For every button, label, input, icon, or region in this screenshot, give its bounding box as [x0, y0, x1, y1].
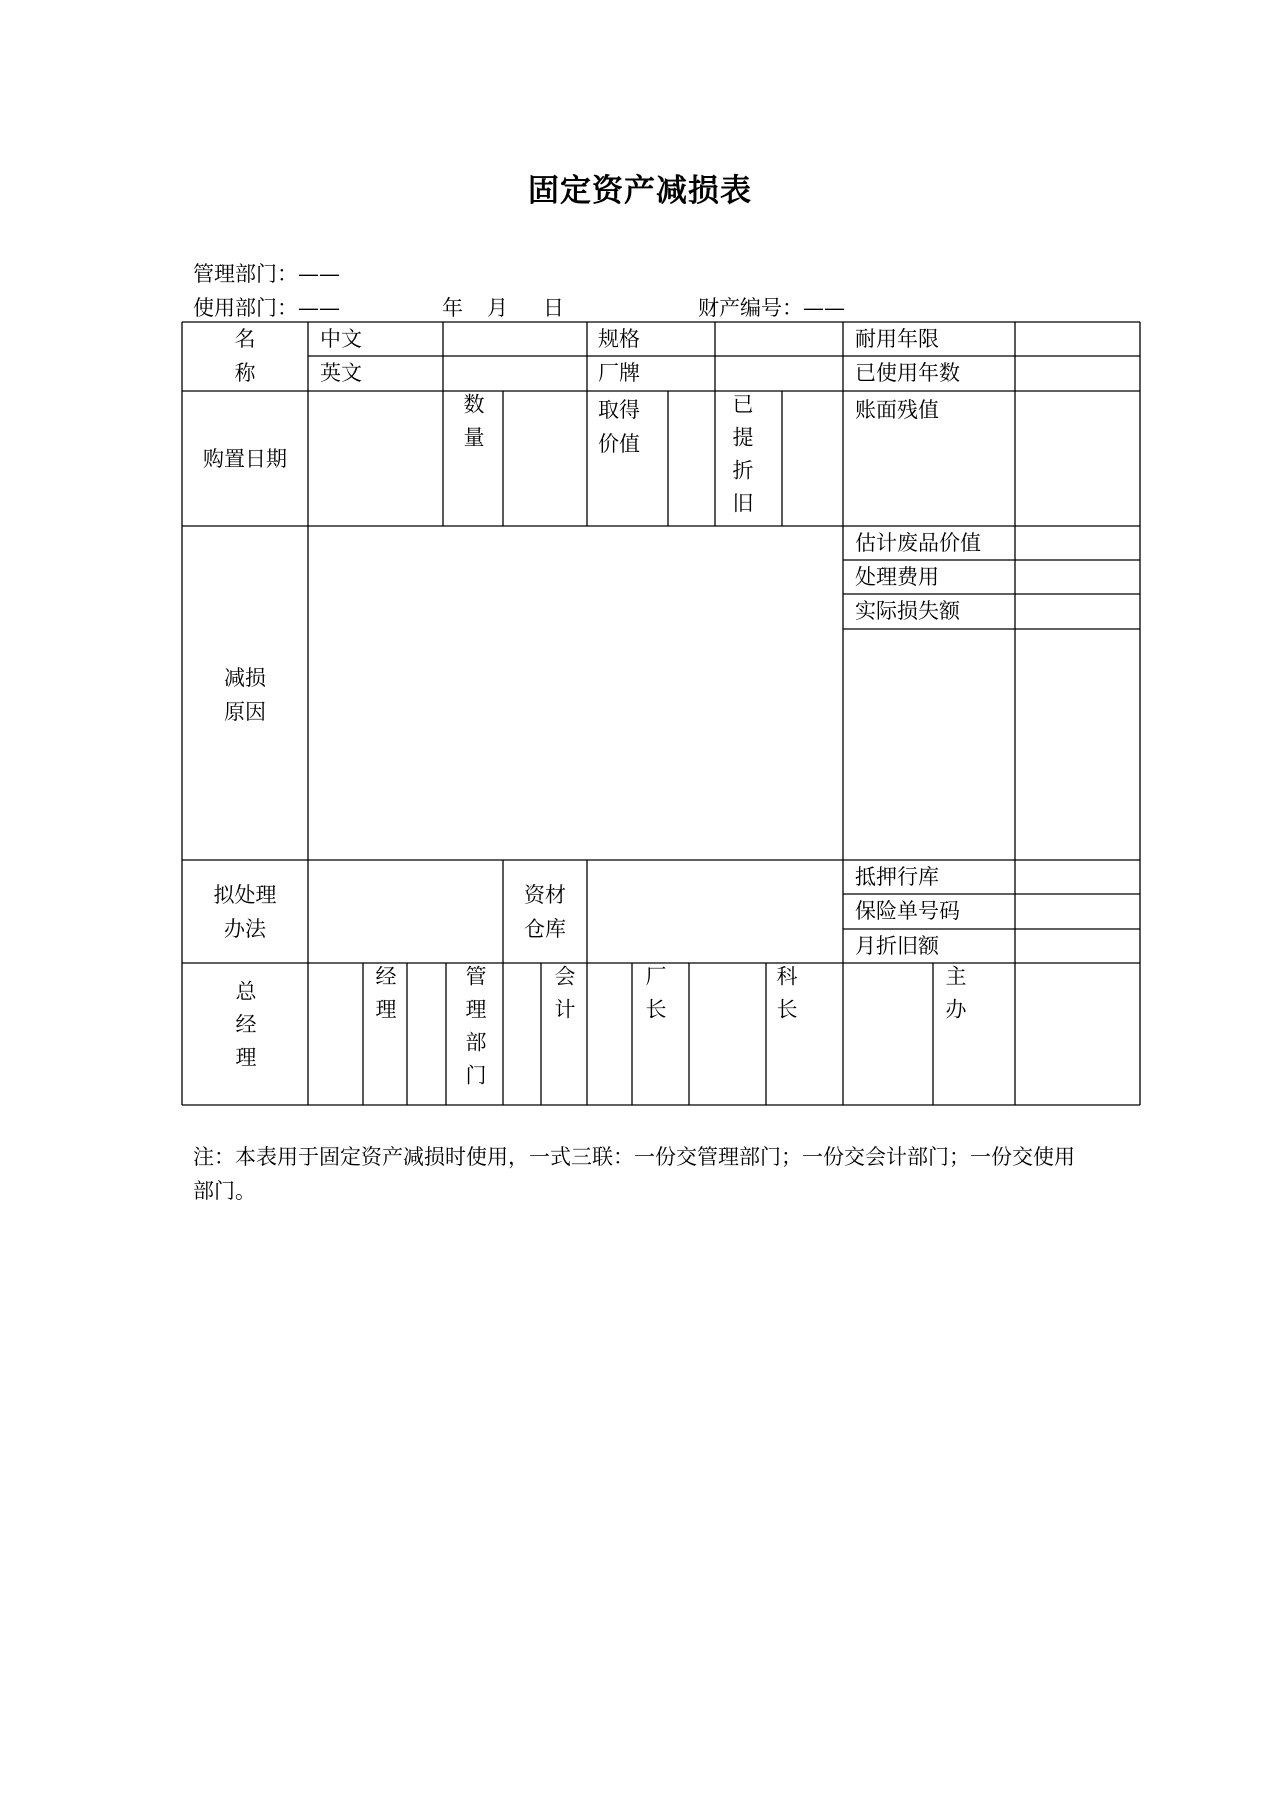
reason-label-1: 减损 — [224, 666, 266, 690]
acq-value-label-2: 价值 — [598, 432, 640, 456]
insurance-no-label: 保险单号码 — [855, 899, 960, 923]
gm-label: 总经理 — [233, 980, 257, 1079]
purchase-date-label: 购置日期 — [203, 447, 287, 471]
handling-fee-label: 处理费用 — [855, 565, 939, 589]
use-dept-label: 使用部门：—— — [193, 296, 340, 320]
mgmt-dept-sign-label: 管理部门 — [463, 965, 487, 1097]
footnote: 注：本表用于固定资产减损时使用，一式三联：一份交管理部门；一份交会计部门；一份交使用部门。 — [193, 1145, 1075, 1203]
used-years-label: 已使用年数 — [855, 361, 960, 385]
mgmt-dept-label: 管理部门：—— — [193, 262, 340, 286]
handler-label: 主办 — [943, 965, 967, 1031]
monthly-dep-label: 月折旧额 — [855, 934, 939, 958]
name-label-2: 称 — [234, 361, 256, 385]
asset-no-label: 财产编号：—— — [698, 296, 845, 320]
acq-value-label-1: 取得 — [598, 398, 640, 422]
actual-loss-label: 实际损失额 — [855, 599, 960, 623]
warehouse-label-1: 资材 — [524, 883, 566, 907]
year-label: 年 — [442, 296, 463, 320]
warehouse-label-2: 仓库 — [524, 917, 566, 941]
brand-label: 厂牌 — [598, 361, 640, 385]
reason-label-2: 原因 — [224, 700, 266, 724]
book-residual-label: 账面残值 — [855, 398, 939, 422]
proposed-label-1: 拟处理 — [213, 883, 277, 907]
month-label: 月 — [487, 296, 508, 320]
manager-label: 经理 — [373, 965, 397, 1031]
section-head-label: 科长 — [774, 965, 798, 1031]
spec-label: 规格 — [598, 327, 640, 351]
factory-head-label: 厂长 — [643, 965, 667, 1031]
accounting-label: 会计 — [552, 965, 576, 1031]
chinese-label: 中文 — [320, 327, 362, 351]
page-title: 固定资产减损表 — [528, 173, 752, 209]
name-label-1: 名 — [234, 327, 256, 351]
useful-life-label: 耐用年限 — [855, 327, 939, 351]
english-label: 英文 — [320, 361, 362, 385]
proposed-label-2: 办法 — [224, 917, 266, 941]
day-label: 日 — [543, 296, 564, 320]
pledge-bank-label: 抵押行库 — [855, 865, 939, 889]
est-scrap-label: 估计废品价值 — [855, 531, 981, 555]
depreciated-label: 已提折旧 — [730, 393, 754, 525]
quantity-label: 数量 — [461, 393, 485, 459]
